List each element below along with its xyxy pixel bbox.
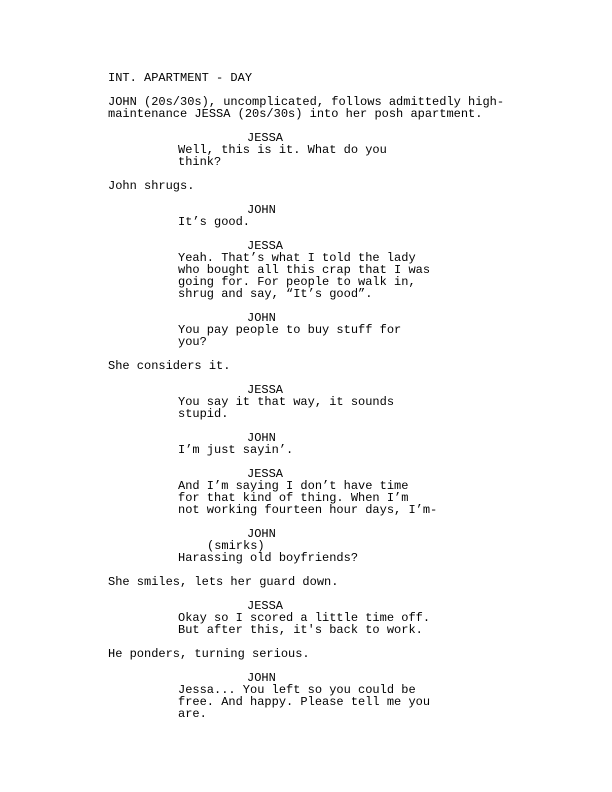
dialogue-line: free. And happy. Please tell me you — [178, 695, 431, 709]
dialogue-block — [0, 528, 612, 564]
dialogue-line: Yeah. That’s what I told the lady — [178, 251, 416, 265]
dialogue-block — [0, 468, 612, 516]
dialogue-block — [0, 204, 612, 228]
action-block — [0, 180, 612, 192]
character-name: JESSA — [247, 599, 284, 613]
dialogue-line: It’s good. — [178, 215, 251, 229]
character-name: JOHN — [247, 203, 276, 217]
character-name: JESSA — [247, 239, 284, 253]
action-line: He ponders, turning serious. — [108, 647, 310, 661]
dialogue-line: You pay people to buy stuff for — [178, 323, 402, 337]
dialogue-line: for that kind of thing. When I’m — [178, 491, 409, 505]
dialogue-line: I’m just sayin’. — [178, 443, 294, 457]
dialogue-line: Jessa... You left so you could be — [178, 683, 416, 697]
dialogue-block — [0, 384, 612, 420]
dialogue-line: And I’m saying I don’t have time — [178, 479, 409, 493]
dialogue-block — [0, 432, 612, 456]
parenthetical: (smirks) — [207, 539, 265, 553]
action-block — [0, 648, 612, 660]
dialogue-line: stupid. — [178, 407, 229, 421]
dialogue-line: Harassing old boyfriends? — [178, 551, 359, 565]
action-line: JOHN (20s/30s), uncomplicated, follows admittedly high- — [108, 95, 505, 109]
dialogue-line: Well, this is it. What do you — [178, 143, 387, 157]
character-name: JESSA — [247, 467, 284, 481]
character-name: JOHN — [247, 527, 276, 541]
action-line: She considers it. — [108, 359, 231, 373]
dialogue-line: You say it that way, it sounds — [178, 395, 395, 409]
dialogue-line: going for. For people to walk in, — [178, 275, 416, 289]
dialogue-line: who bought all this crap that I was — [178, 263, 431, 277]
character-name: JESSA — [247, 131, 284, 145]
dialogue-line: are. — [178, 707, 207, 721]
dialogue-block — [0, 312, 612, 348]
scene-heading: INT. APARTMENT - DAY — [108, 71, 253, 85]
dialogue-block — [0, 600, 612, 636]
character-name: JOHN — [247, 431, 276, 445]
action-block — [0, 576, 612, 588]
scene_heading-block — [0, 72, 612, 84]
character-name: JOHN — [247, 311, 276, 325]
character-name: JOHN — [247, 671, 276, 685]
dialogue-line: But after this, it's back to work. — [178, 623, 423, 637]
dialogue-block — [0, 672, 612, 720]
action-line: maintenance JESSA (20s/30s) into her posh apartment. — [108, 107, 483, 121]
dialogue-line: not working fourteen hour days, I’m- — [178, 503, 438, 517]
dialogue-block — [0, 132, 612, 168]
action-line: She smiles, lets her guard down. — [108, 575, 339, 589]
action-block — [0, 96, 612, 120]
dialogue-line: think? — [178, 155, 222, 169]
action-line: John shrugs. — [108, 179, 195, 193]
dialogue-line: you? — [178, 335, 207, 349]
dialogue-line: shrug and say, “It’s good”. — [178, 287, 373, 301]
dialogue-line: Okay so I scored a little time off. — [178, 611, 431, 625]
character-name: JESSA — [247, 383, 284, 397]
dialogue-block — [0, 240, 612, 300]
action-block — [0, 360, 612, 372]
